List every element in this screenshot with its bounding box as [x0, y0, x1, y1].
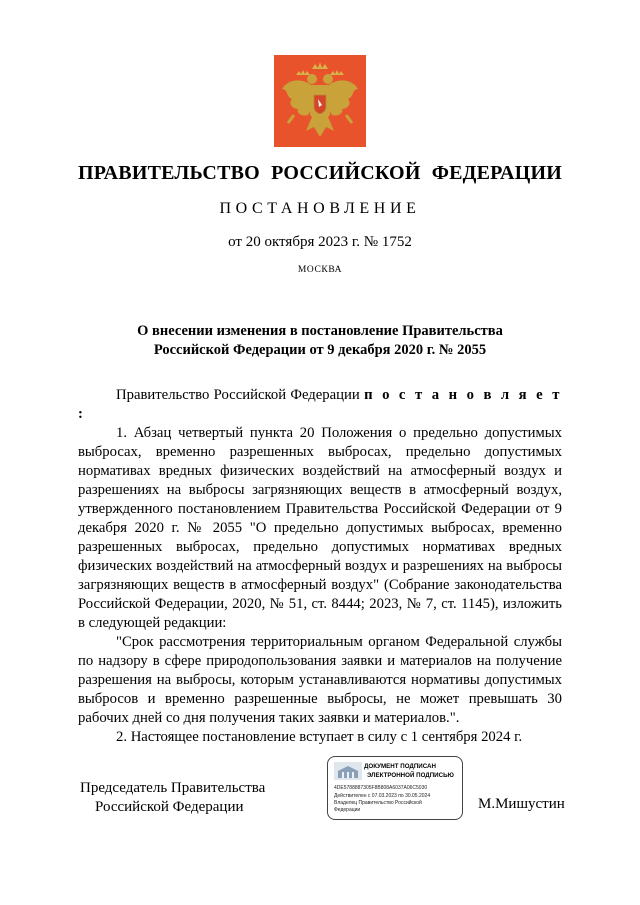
signatory-position: [80, 779, 265, 817]
electronic-signature-stamp: [327, 756, 463, 820]
document-date-number: от 20 октября 2023 г. № 1752: [228, 234, 412, 250]
stamp-owner: Владелец Правительство Российской: [334, 800, 422, 806]
document-type: ПОСТАНОВЛЕНИЕ: [219, 200, 421, 217]
preamble-verb: п о с т а н о в л я е т :: [78, 387, 563, 422]
coat-of-arms-icon: [274, 55, 366, 147]
subject-line: Российской Федерации от 9 декабря 2020 г. № 2055: [153, 342, 487, 358]
signatory-name: М.Мишустин: [478, 796, 565, 812]
stamp-owner: Федерации: [334, 807, 361, 813]
quoted-paragraph: "Срок рассмотрения территориальным органом Федеральной службы по надзору в сфере природопользования заявки и материалов на получение разрешения на выбросы, которым устанавливаются нормативы допустимых выбросов и временно разрешенные выбросы, не может превышать 30 рабочих дней со дня получения таких заявки и материалов.".: [78, 634, 562, 726]
subject-line: О внесении изменения в постановление Правительства: [137, 323, 503, 339]
stamp-title: ДОКУМЕНТ ПОДПИСАН: [364, 763, 436, 770]
preamble-text: Правительство Российской Федерации: [116, 387, 360, 403]
document-city: МОСКВА: [297, 265, 343, 275]
document-subject: [110, 322, 530, 360]
position-line: Председатель Правительства: [80, 780, 266, 796]
stamp-title: ЭЛЕКТРОННОЙ ПОДПИСЬЮ: [367, 772, 454, 779]
document-body: [78, 386, 562, 747]
preamble: [78, 386, 562, 424]
government-title: ПРАВИТЕЛЬСТВО РОССИЙСКОЙ ФЕДЕРАЦИИ: [78, 162, 562, 184]
paragraph-2: 2. Настоящее постановление вступает в силу с 1 сентября 2024 г.: [116, 729, 523, 745]
position-line: Российской Федерации: [95, 799, 244, 815]
paragraph-1: 1. Абзац четвертый пункта 20 Положения о предельно допустимых выбросах, временно разрешенных выбросах, предельно допустимых нормативах вредных физических воздействий на атмосферный воздух и разрешениях на выбросы загрязняющих веществ в атмосферный воздух, утвержденного постановлением Правительства Российской Федерации от 9 декабря 2020 г. № 2055 "О предельно допустимых выбросах, временно разрешенных выбросах, предельно допустимых нормативах вредных физических воздействий на атмосферный воздух и разрешениях на выбросы загрязняющих веществ в атмосферный воздух" (Собрание законодательства Российской Федерации, 2020, № 51, ст. 8444; 2023, № 7, ст. 1145), изложить в следующей редакции:: [78, 425, 562, 631]
stamp-emblem-icon: [334, 762, 362, 780]
stamp-validity: Действителен с 07.03.2023 по 30.05.2024: [334, 793, 431, 799]
stamp-serial: 4DE5788887305F8B808A6037A06C5030: [334, 785, 428, 791]
